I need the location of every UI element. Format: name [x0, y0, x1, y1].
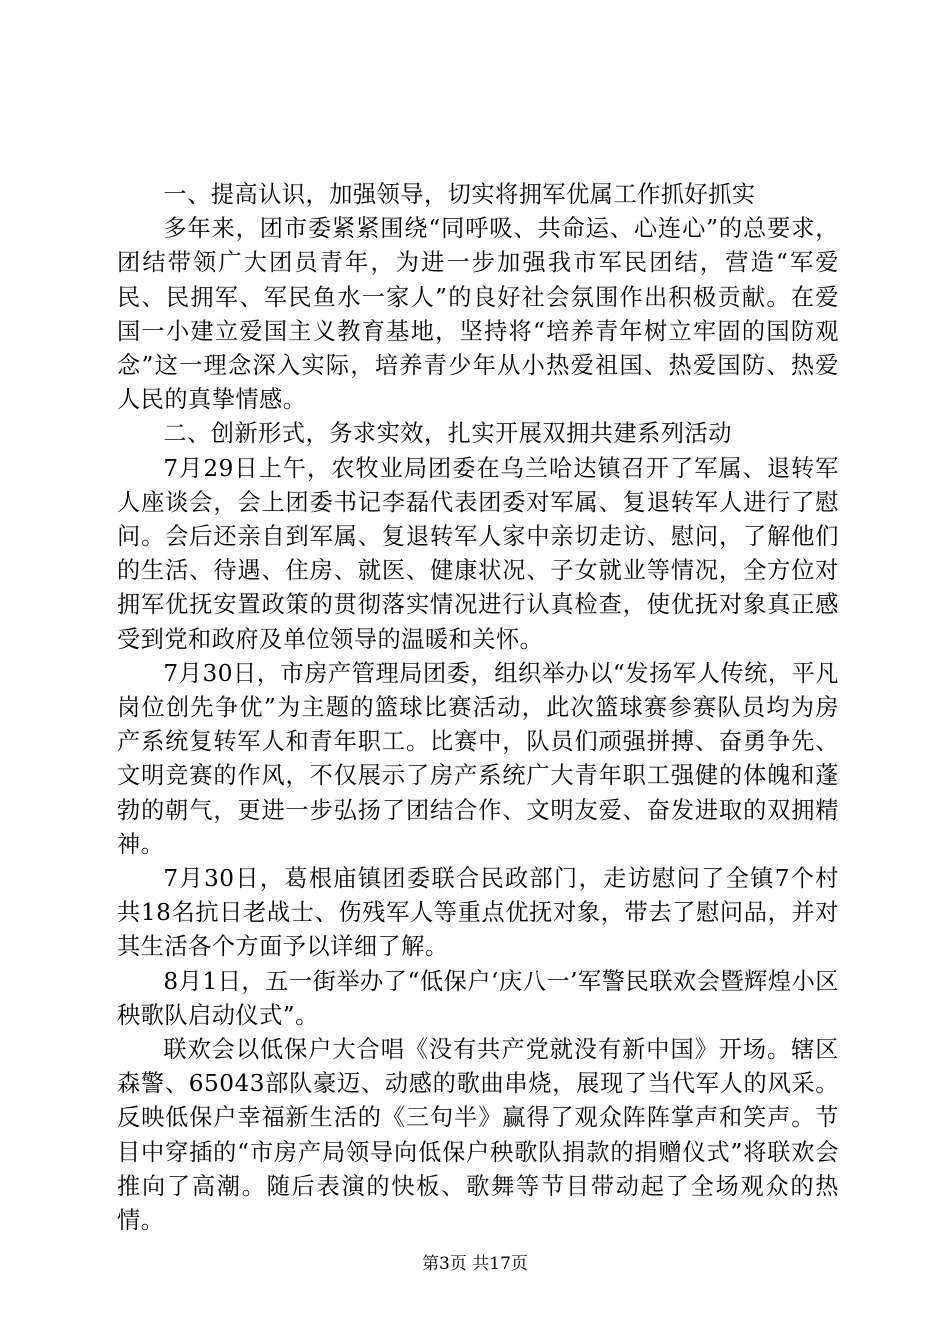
paragraph: 联欢会以低保户大合唱《没有共产党就没有新中国》开场。辖区森警、65043部队豪迈、动感的歌曲串烧，展现了当代军人的风采。反映低保户幸福新生活的《三句半》赢得了观众阵阵掌声和笑声。节目中穿插的“市房产局领导向低保户秧歌队捐款的捐赠仪式”将联欢会推向了高潮。随后表演的快板、歌舞等节目带动起了全场观众的热情。 [117, 1036, 839, 1235]
paragraph: 8月1日，五一街举办了“低保户‘庆八一’军警民联欢会暨辉煌小区秧歌队启动仪式”。 [117, 967, 839, 1029]
section-heading-1: 一、提高认识，加强领导，切实将拥军优属工作抓好抓实 [163, 181, 756, 208]
document-body [117, 178, 839, 1238]
page-number-footer: 第3页 共17页 [422, 1254, 528, 1274]
paragraph: 7月30日，葛根庙镇团委联合民政部门，走访慰问了全镇7个村共18名抗日老战士、伤残军人等重点优抚对象，带去了慰问品，并对其生活各个方面予以详细了解。 [117, 865, 839, 961]
paragraph: 7月29日上午，农牧业局团委在乌兰哈达镇召开了军属、退转军人座谈会，会上团委书记李磊代表团委对军属、复退转军人进行了慰问。会后还亲自到军属、复退转军人家中亲切走访、慰问，了解他们的生活、待遇、住房、就医、健康状况、子女就业等情况，全方位对拥军优抚安置政策的贯彻落实情况进行认真检查，使优抚对象真正感受到党和政府及单位领导的温暖和关怀。 [117, 454, 839, 653]
paragraph: 多年来，团市委紧紧围绕“同呼吸、共命运、心连心”的总要求，团结带领广大团员青年，为进一步加强我市军民团结，营造“军爱民、民拥军、军民鱼水一家人”的良好社会氛围作出积极贡献。在爱国一小建立爱国主义教育基地，坚持将“培养青年树立牢固的国防观念”这一理念深入实际，培养青少年从小热爱祖国、热爱国防、热爱人民的真挚情感。 [117, 215, 839, 414]
section-heading-2: 二、创新形式，务求实效，扎实开展双拥共建系列活动 [163, 420, 732, 448]
paragraph: 7月30日，市房产管理局团委，组织举办以“发扬军人传统，平凡岗位创先争优”为主题的篮球比赛活动，此次篮球赛参赛队员均为房产系统复转军人和青年职工。比赛中，队员们顽强拼搏、奋勇争先、文明竞赛的作风，不仅展示了房产系统广大青年职工强健的体魄和蓬勃的朝气，更进一步弘扬了团结合作、文明友爱、奋发进取的双拥精神。 [117, 659, 839, 858]
